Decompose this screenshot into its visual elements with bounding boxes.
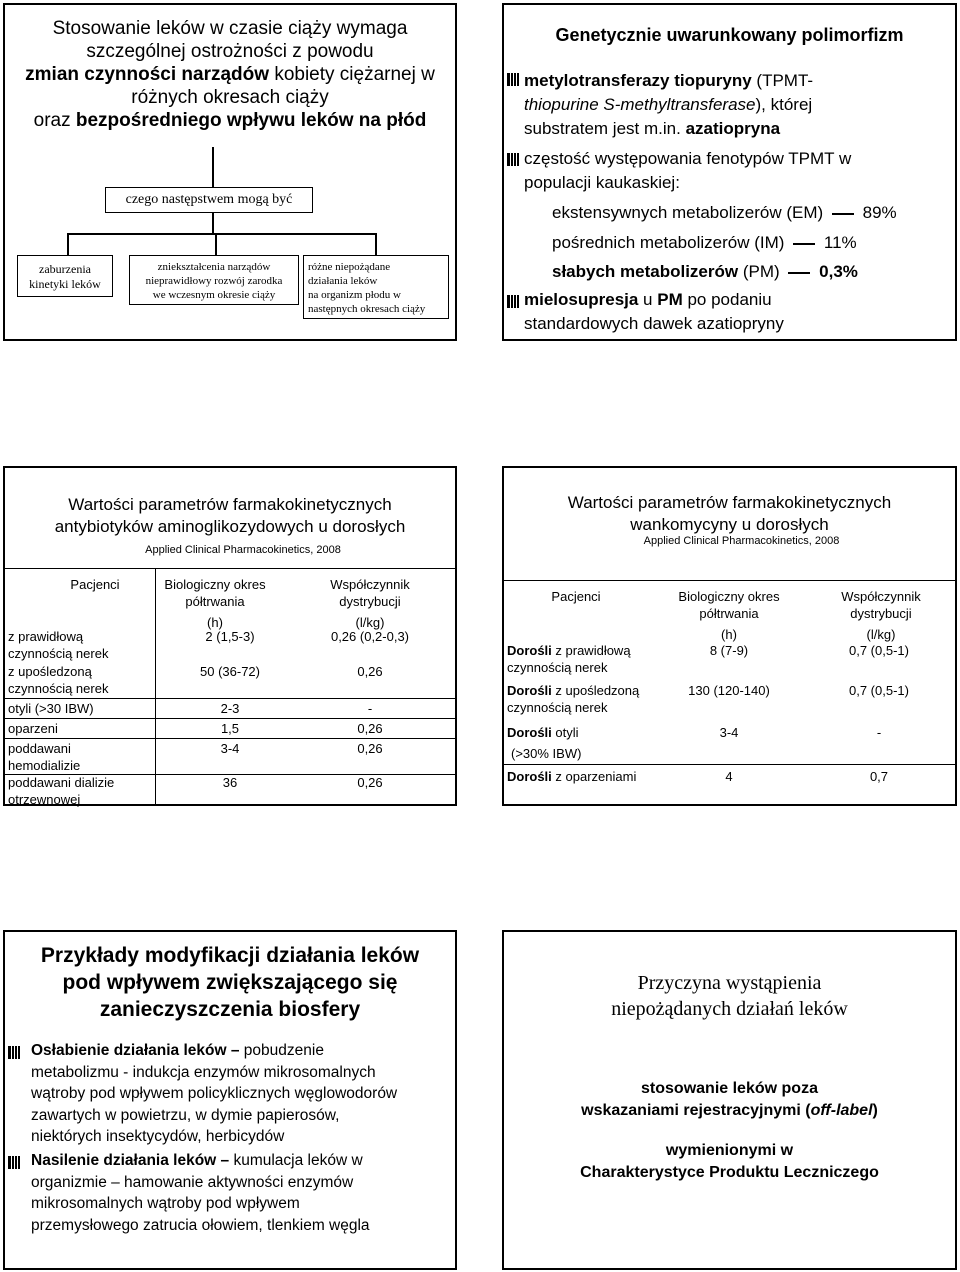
title-text: kobiety ciężarnej w (269, 64, 435, 85)
title-line: różnych okresach ciąży (131, 87, 329, 108)
cell-vd: 0,26 (0,2-0,3) (330, 629, 410, 644)
cell-vd: 0,7 (0,5-1) (849, 643, 909, 658)
bullet-icon (8, 1156, 20, 1169)
cell-halflife: 36 (222, 775, 238, 790)
cell-vd: 0,7 (869, 769, 889, 784)
box-line: kinetyki leków (29, 277, 101, 291)
text: Dorośli (507, 725, 552, 740)
text: off-label (810, 1102, 873, 1119)
title-bold: zmian czynności narządów (25, 64, 270, 85)
table-row (8, 720, 155, 737)
box-kinetics (17, 255, 113, 297)
text: zawartych w powietrzu, w dymie papierosów, (31, 1106, 340, 1124)
header-halflife (150, 576, 280, 631)
header-halflife (664, 588, 794, 643)
table-row (8, 663, 155, 697)
text: Dorośli (507, 643, 552, 658)
slide-pregnancy (3, 3, 457, 341)
header-line: Biologiczny okres (678, 589, 780, 604)
text: Charakterystyce Produktu Leczniczego (580, 1164, 879, 1181)
myelosuppression-bullet (524, 288, 954, 336)
phenotype-im (552, 231, 857, 255)
cell-halflife: 50 (36-72) (200, 664, 260, 679)
weakening-bullet (31, 1040, 457, 1148)
box-line: działania leków (308, 275, 378, 287)
title-bold: bezpośredniego wpływu leków na płód (75, 110, 427, 131)
text: Dorośli (507, 683, 552, 698)
text: niektórych insektycydów, herbicydów (31, 1128, 285, 1145)
label: pośrednich metabolizerów (IM) (552, 233, 785, 252)
spc-text (504, 1140, 955, 1184)
cell-vd: - (876, 725, 882, 740)
phenotype-pm (552, 260, 858, 284)
text: standardowych dawek azatiopryny (524, 314, 784, 333)
text: z prawidłową (8, 629, 84, 644)
table-row (8, 700, 155, 717)
text: u (638, 290, 658, 309)
table-row (507, 768, 667, 785)
title-line: niepożądanych działań leków (611, 998, 848, 1020)
text: mikrosomalnych wątroby pod wpływem (31, 1195, 300, 1212)
text: z upośledzoną (8, 664, 92, 679)
text: (TPMT- (751, 71, 814, 90)
slide-aminoglycosides (3, 466, 457, 806)
cell-halflife: 1,5 (220, 721, 240, 736)
text: wskazaniami rejestracyjnymi ( (581, 1102, 811, 1119)
header-vd (816, 588, 946, 643)
text: czynnością nerek (8, 646, 109, 661)
slide4-source: Applied Clinical Pharmacokinetics, 2008 (643, 535, 840, 547)
cell-halflife: 3-4 (719, 725, 739, 740)
value: 0,3% (819, 262, 858, 281)
cell-vd: 0,7 (0,5-1) (849, 683, 909, 698)
box-line: zaburzenia (39, 262, 91, 276)
header-vd (305, 576, 435, 631)
title-line: Wartości parametrów farmakokinetycznych (68, 495, 392, 514)
text: wymienionymi w (665, 1142, 794, 1159)
text: czynnością nerek (8, 681, 109, 696)
text: Nasilenie działania leków (31, 1152, 217, 1169)
text: częstość występowania fenotypów TPMT w (524, 149, 852, 168)
bullet-icon (507, 73, 519, 86)
text: substratem jest m.in. (524, 119, 686, 138)
text: stosowanie leków poza (641, 1080, 818, 1097)
slide3-title (5, 494, 455, 538)
cell-vd: - (367, 701, 373, 716)
bullet-icon (8, 1046, 20, 1059)
label: (PM) (738, 262, 780, 281)
slide-tpmt (502, 3, 957, 341)
header-line: półtrwania (185, 594, 245, 609)
box-malformations (129, 255, 299, 305)
header-line: Współczynnik (330, 577, 410, 592)
box-adverse (303, 255, 449, 319)
slide-biosphere (3, 930, 457, 1270)
text: wątroby pod wpływem policyklicznych węglowodorów (31, 1085, 398, 1102)
bullet-icon (507, 153, 519, 166)
slide-vancomycin (502, 466, 957, 806)
text: pobudzenie (243, 1042, 324, 1059)
box-line: zniekształcenia narządów (157, 261, 271, 273)
title-line: pod wpływem zwiększającego się (62, 971, 398, 994)
title-line: Stosowanie leków w czasie ciąży wymaga (52, 18, 408, 39)
text: otrzewnowej (8, 792, 81, 807)
table-row (507, 642, 667, 676)
table-row (507, 724, 667, 762)
box-line: następnych okresach ciąży (308, 303, 426, 315)
label-bold: słabych metabolizerów (552, 262, 739, 281)
text: metabolizmu - indukcja enzymów mikrosomalnych (31, 1063, 376, 1081)
center-label: czego następstwem mogą być (105, 187, 313, 213)
title-line: Przyczyna wystąpienia (637, 972, 822, 994)
cell-halflife: 3-4 (220, 741, 240, 756)
text-italic: thiopurine S-methyltransferase (524, 95, 756, 114)
slide3-source: Applied Clinical Pharmacokinetics, 2008 (145, 544, 341, 556)
bullet-icon (507, 295, 519, 308)
header-line: Współczynnik (841, 589, 921, 604)
value: 89% (862, 203, 897, 222)
text: hemodializie (8, 758, 81, 773)
title-line: Przykłady modyfikacji działania leków (40, 944, 420, 967)
text: Osłabienie działania leków (31, 1042, 227, 1059)
cell-vd: 0,26 (357, 775, 383, 790)
text-bold: metylotransferazy tiopuryny (524, 71, 752, 90)
phenotype-em (552, 201, 897, 225)
text: czynnością nerek (507, 700, 608, 715)
value: 11% (823, 233, 857, 252)
text: z upośledzoną (551, 683, 640, 698)
header-line: dystrybucji (339, 594, 401, 609)
slide5-title (5, 942, 455, 1023)
header-line: półtrwania (699, 606, 759, 621)
text: poddawani (8, 741, 71, 756)
text: z oparzeniami (551, 769, 637, 784)
title-text: oraz (33, 110, 76, 131)
title-line: antybiotyków aminoglikozydowych u dorosłych (54, 517, 406, 536)
header-patients: Pacjenci (70, 577, 120, 592)
cell-halflife: 130 (120-140) (688, 683, 770, 698)
cell-halflife: 2 (1,5-3) (205, 629, 255, 644)
header-patients: Pacjenci (551, 589, 601, 604)
text: ) (872, 1102, 878, 1119)
text: przemysłowego zatrucia ołowiem, tlenkiem węgla (31, 1216, 370, 1234)
header-line: (l/kg) (355, 615, 385, 630)
title-line: zanieczyszczenia biosfery (99, 998, 361, 1021)
text: po podaniu (682, 290, 772, 309)
text: otyli (551, 725, 579, 740)
text: (>30% IBW) (511, 746, 582, 761)
header-line: dystrybucji (850, 606, 912, 621)
header-line: (h) (721, 627, 737, 642)
table-row (8, 740, 155, 774)
text-bold: azatiopryna (685, 119, 781, 138)
text: czynnością nerek (507, 660, 608, 675)
cell-halflife: 8 (7-9) (709, 643, 749, 658)
table-row (8, 628, 155, 662)
frequency-bullet (524, 147, 954, 195)
slide2-title: Genetycznie uwarunkowany polimorfizm (555, 25, 904, 45)
text: oparzeni (8, 721, 58, 736)
text: Dorośli (507, 769, 552, 784)
text: – (226, 1042, 244, 1059)
header-line: Biologiczny okres (164, 577, 266, 592)
tpmt-bullet (524, 69, 954, 141)
text: ), której (755, 95, 813, 114)
label: ekstensywnych metabolizerów (EM) (552, 203, 824, 222)
box-line: na organizm płodu w (308, 289, 401, 301)
text: poddawani dializie (8, 775, 115, 790)
cell-vd: 0,26 (357, 721, 383, 736)
table-row (507, 682, 667, 716)
slide6-title (504, 970, 955, 1022)
title-line: wankomycyny u dorosłych (630, 515, 829, 534)
table-row (8, 774, 155, 808)
text: otyli (>30 IBW) (8, 701, 94, 716)
header-line: (l/kg) (866, 627, 896, 642)
offlabel-text (504, 1078, 955, 1122)
slide-offlabel (502, 930, 957, 1270)
intensification-bullet (31, 1150, 457, 1236)
text: – (216, 1152, 234, 1169)
box-line: we wczesnym okresie ciąży (152, 289, 276, 301)
cell-halflife: 2-3 (220, 701, 240, 716)
slide1-title (5, 17, 455, 132)
cell-halflife: 4 (725, 769, 733, 784)
text: kumulacja leków w (233, 1152, 363, 1169)
slide4-title (504, 492, 955, 536)
text: z prawidłową (551, 643, 631, 658)
header-line: (h) (207, 615, 223, 630)
cell-vd: 0,26 (357, 664, 383, 679)
cell-vd: 0,26 (357, 741, 383, 756)
box-line: nieprawidłowy rozwój zarodka (145, 275, 283, 287)
title-line: Wartości parametrów farmakokinetycznych (567, 493, 892, 512)
text-bold: mielosupresja (524, 290, 639, 309)
text-bold: PM (657, 290, 683, 309)
title-line: szczególnej ostrożności z powodu (86, 41, 374, 62)
text: populacji kaukaskiej: (524, 173, 680, 192)
text: organizmie – hamowanie aktywności enzymów (31, 1173, 354, 1191)
box-line: różne niepożądane (308, 261, 391, 273)
